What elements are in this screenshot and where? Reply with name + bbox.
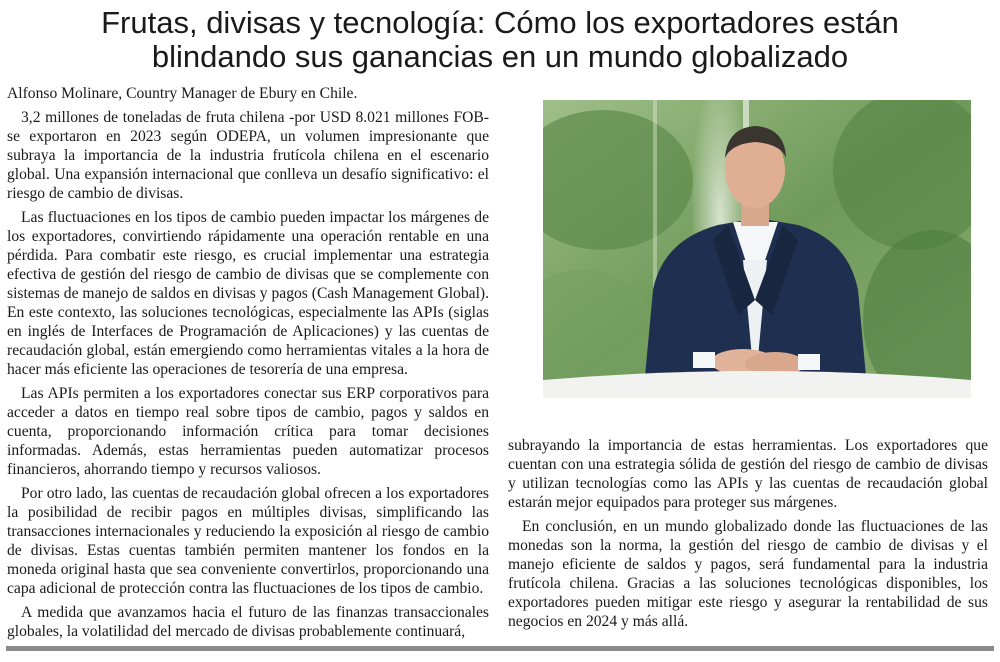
article-column-right [508, 436, 988, 636]
article-paragraph: Las fluctuaciones en los tipos de cambio pueden impactar los márgenes de los exportadores, convirtiendo rápidamente una operación rentable en una pérdida. Para combatir este riesgo, es crucial implementar una estrategia efectiva de gestión del riesgo de cambio de divisas que se complemente con sistemas de manejo de saldos en divisas y pagos (Cash Management Global). En este contexto, las soluciones tecnológicas, especialmente las APIs (siglas en inglés de Interfaces de Programación de Aplicaciones) y las cuentas de recaudación global, están emergiendo como herramientas vitales a la hora de hacer más eficiente las operaciones de tesorería de una empresa. [7, 209, 489, 378]
headline-line-2: blindando sus ganancias en un mundo globalizado [151, 39, 849, 74]
article-paragraph: Las APIs permiten a los exportadores conectar sus ERP corporativos para acceder a datos en tiempo real sobre tipos de cambio, pagos y saldos en cuenta, proporcionando información crítica para tomar decisiones informadas. Además, estas herramientas pueden automatizar procesos financieros, ahorrando tiempo y recursos valiosos. [7, 385, 489, 478]
article-paragraph: 3,2 millones de toneladas de fruta chilena -por USD 8.021 millones FOB- se exportaron en 2023 según ODEPA, un volumen impresionante que subraya la importancia de la industria frutícola chilena en el escenario global. Una expansión internacional que conlleva un desafío significativo: el riesgo de cambio de divisas. [7, 109, 489, 202]
headline-line-1: Frutas, divisas y tecnología: Cómo los exportadores están [101, 5, 899, 40]
article-paragraph: A medida que avanzamos hacia el futuro de las finanzas transaccionales globales, la volatilidad del mercado de divisas probablemente continuará, [7, 604, 489, 640]
article-headline [0, 6, 1000, 74]
portrait-illustration [543, 100, 971, 398]
article-column-left [7, 84, 489, 646]
article-paragraph: En conclusión, en un mundo globalizado donde las fluctuaciones de las monedas son la norma, la gestión del riesgo de cambio de divisas y el manejo eficiente de saldos y pagos, será fundamental para la industria frutícola chilena. Gracias a las soluciones tecnológicas disponibles, los exportadores pueden mitigar este riesgo y asegurar la rentabilidad de sus negocios en 2024 y más allá. [508, 518, 988, 630]
article-paragraph: subrayando la importancia de estas herramientas. Los exportadores que cuentan con una estrategia sólida de gestión del riesgo de cambio de divisas y utilizan tecnologías como las APIs y las cuentas de recaudación global estarán mejor equipados para proteger sus márgenes. [508, 437, 988, 511]
article-byline: Alfonso Molinare, Country Manager de Ebury en Chile. [7, 85, 358, 102]
article-paragraph: Por otro lado, las cuentas de recaudación global ofrecen a los exportadores la posibilidad de recibir pagos en múltiples divisas, simplificando las transacciones internacionales y reduciendo la exposición al riesgo de cambio de divisas. Estas cuentas también permiten mantener los fondos en la moneda original hasta que sea conveniente convertirlos, proporcionando una capa adicional de protección contra las fluctuaciones de los tipos de cambio. [7, 485, 489, 597]
bottom-divider [6, 646, 994, 651]
portrait-photo [543, 100, 971, 398]
